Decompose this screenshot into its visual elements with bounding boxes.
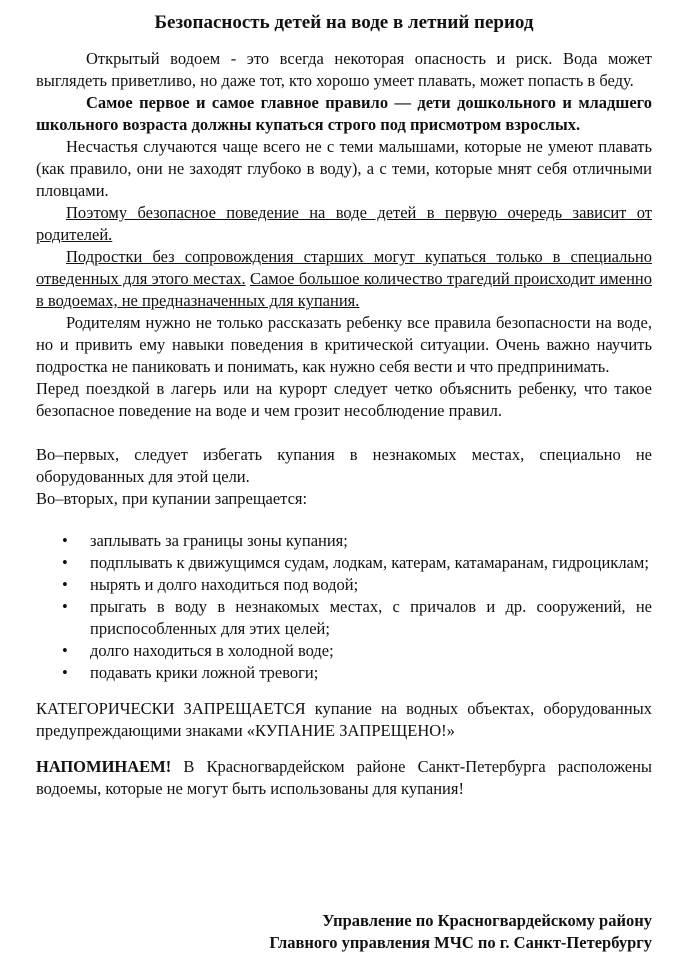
prohibited-list [36, 530, 652, 684]
paragraph-teens [36, 246, 652, 312]
paragraph-accidents: Несчастья случаются чаще всего не с теми малышами, которые не умеют плавать (как правило, они не заходят глубоко в воду), а с теми, которые мнят себя отличными пловцами. [36, 137, 652, 200]
paragraph-trip: Перед поездкой в лагерь или на курорт следует четко объяснить ребенку, что такое безопасное поведение на воде и чем грозит несоблюдение правил. [36, 379, 652, 420]
list-item: • нырять и долго находиться под водой; [82, 574, 652, 596]
signature-block [269, 910, 652, 954]
paragraph-main-rule: Самое первое и самое главное правило — дети дошкольного и младшего школьного возраста должны купаться строго под присмотром взрослых. [36, 93, 652, 134]
teens-underlined-text: Подростки без сопровождения старших могут купаться только в специально отведенных для этого местах. [36, 247, 652, 288]
list-item: • подплывать к движущимся судам, лодкам, катерам, катамаранам, гидроциклам; [82, 552, 652, 574]
list-item: • подавать крики ложной тревоги; [82, 662, 652, 684]
paragraph-reminder [36, 756, 652, 800]
spacer [36, 422, 652, 444]
paragraph-intro: Открытый водоем - это всегда некоторая опасность и риск. Вода может выглядеть приветливо, но даже тот, кто хорошо умеет плавать, может попасть в беду. [36, 49, 652, 90]
paragraph-first: Во–первых, следует избегать купания в незнакомых местах, специально не оборудованных для этой цели. [36, 445, 652, 486]
tragedies-underlined-text: Самое большое количество трагедий происходит именно в водоемах, не предназначенных для купания. [36, 269, 652, 310]
list-item: • заплывать за границы зоны купания; [82, 530, 652, 552]
list-item: • долго находиться в холодной воде; [82, 640, 652, 662]
reminder-text: В Красногвардейском районе Санкт-Петербурга расположены водоемы, которые не могут быть использованы для купания! [36, 757, 652, 798]
paragraph-prohibited: КАТЕГОРИЧЕСКИ ЗАПРЕЩАЕТСЯ купание на водных объектах, оборудованных предупреждающими знаками «КУПАНИЕ ЗАПРЕЩЕНО!» [36, 699, 652, 740]
list-item: • прыгать в воду в незнакомых местах, с причалов и др. сооружений, не приспособленных для этих целей; [82, 596, 652, 640]
reminder-label: НАПОМИНАЕМ! [36, 757, 172, 776]
paragraph-second: Во–вторых, при купании запрещается: [36, 489, 308, 508]
signature-line: Главного управления МЧС по г. Санкт-Петербургу [269, 933, 652, 952]
document-title: Безопасность детей на воде в летний период [154, 12, 534, 33]
signature-line: Управление по Красногвардейскому району [322, 911, 652, 930]
paragraph-parents: Поэтому безопасное поведение на воде детей в первую очередь зависит от родителей. [36, 203, 652, 244]
paragraph-teach: Родителям нужно не только рассказать ребенку все правила безопасности на воде, но и привить ему навыки поведения в критической ситуации. Очень важно научить подростка не паниковать и понимать, как нужно себя вести и что предпринимать. [36, 313, 652, 376]
